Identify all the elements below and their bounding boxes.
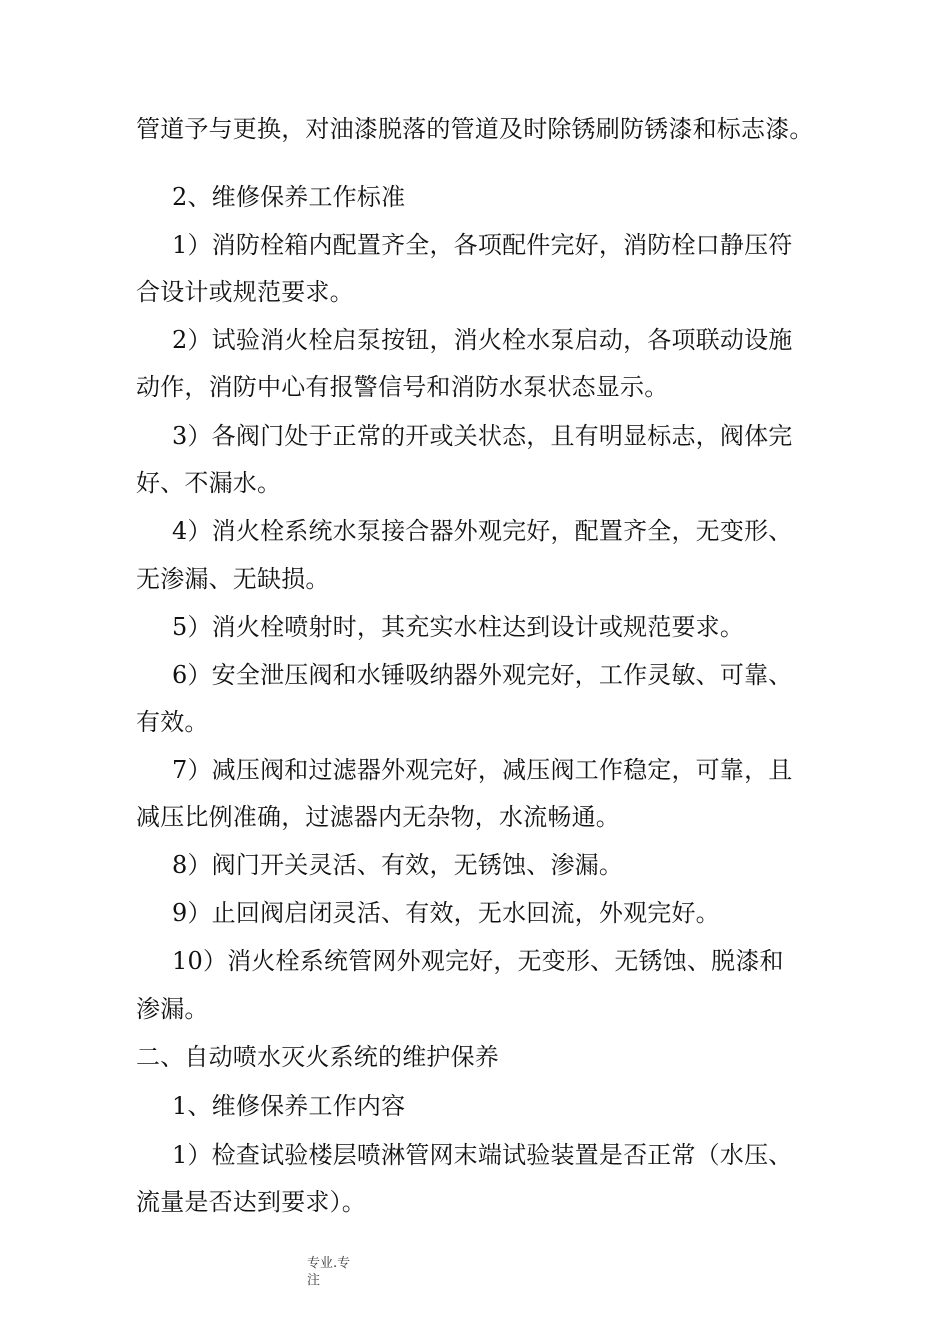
- section-heading: 二、自动喷水灭火系统的维护保养: [136, 1043, 499, 1071]
- text-line: 8）阀门开关灵活、有效，无锈蚀、渗漏。: [172, 851, 624, 879]
- text-line: 管道予与更换，对油漆脱落的管道及时除锈刷防锈漆和标志漆。: [136, 115, 814, 143]
- text-line: 1）检查试验楼层喷淋管网末端试验装置是否正常（水压、: [172, 1141, 793, 1169]
- text-line: 渗漏。: [136, 995, 209, 1023]
- text-line: 4）消火栓系统水泵接合器外观完好，配置齐全，无变形、: [172, 517, 793, 545]
- text-line: 10）消火栓系统管网外观完好，无变形、无锈蚀、脱漆和: [172, 947, 784, 975]
- subsection-heading: 2、维修保养工作标准: [172, 183, 406, 211]
- text-line: 9）止回阀启闭灵活、有效，无水回流，外观完好。: [172, 899, 720, 927]
- text-line: 有效。: [136, 708, 209, 736]
- text-line: 流量是否达到要求）。: [136, 1188, 366, 1216]
- footer-text: 专业.专: [307, 1256, 351, 1271]
- text-line: 6）安全泄压阀和水锤吸纳器外观完好，工作灵敏、可靠、: [172, 661, 793, 689]
- text-line: 2）试验消火栓启泵按钮，消火栓水泵启动，各项联动设施: [172, 326, 793, 354]
- subsection-heading: 1、维修保养工作内容: [172, 1092, 406, 1120]
- text-line: 减压比例准确，过滤器内无杂物，水流畅通。: [136, 803, 620, 831]
- text-line: 动作，消防中心有报警信号和消防水泵状态显示。: [136, 373, 669, 401]
- text-line: 无渗漏、无缺损。: [136, 565, 330, 593]
- text-line: 合设计或规范要求。: [136, 278, 354, 306]
- text-line: 好、不漏水。: [136, 469, 282, 497]
- text-line: 1）消防栓箱内配置齐全，各项配件完好，消防栓口静压符: [172, 231, 793, 259]
- text-line: 5）消火栓喷射时，其充实水柱达到设计或规范要求。: [172, 613, 745, 641]
- text-line: 3）各阀门处于正常的开或关状态，且有明显标志，阀体完: [172, 422, 793, 450]
- text-line: 7）减压阀和过滤器外观完好，减压阀工作稳定，可靠，且: [172, 756, 793, 784]
- footer-text: 注: [307, 1273, 321, 1288]
